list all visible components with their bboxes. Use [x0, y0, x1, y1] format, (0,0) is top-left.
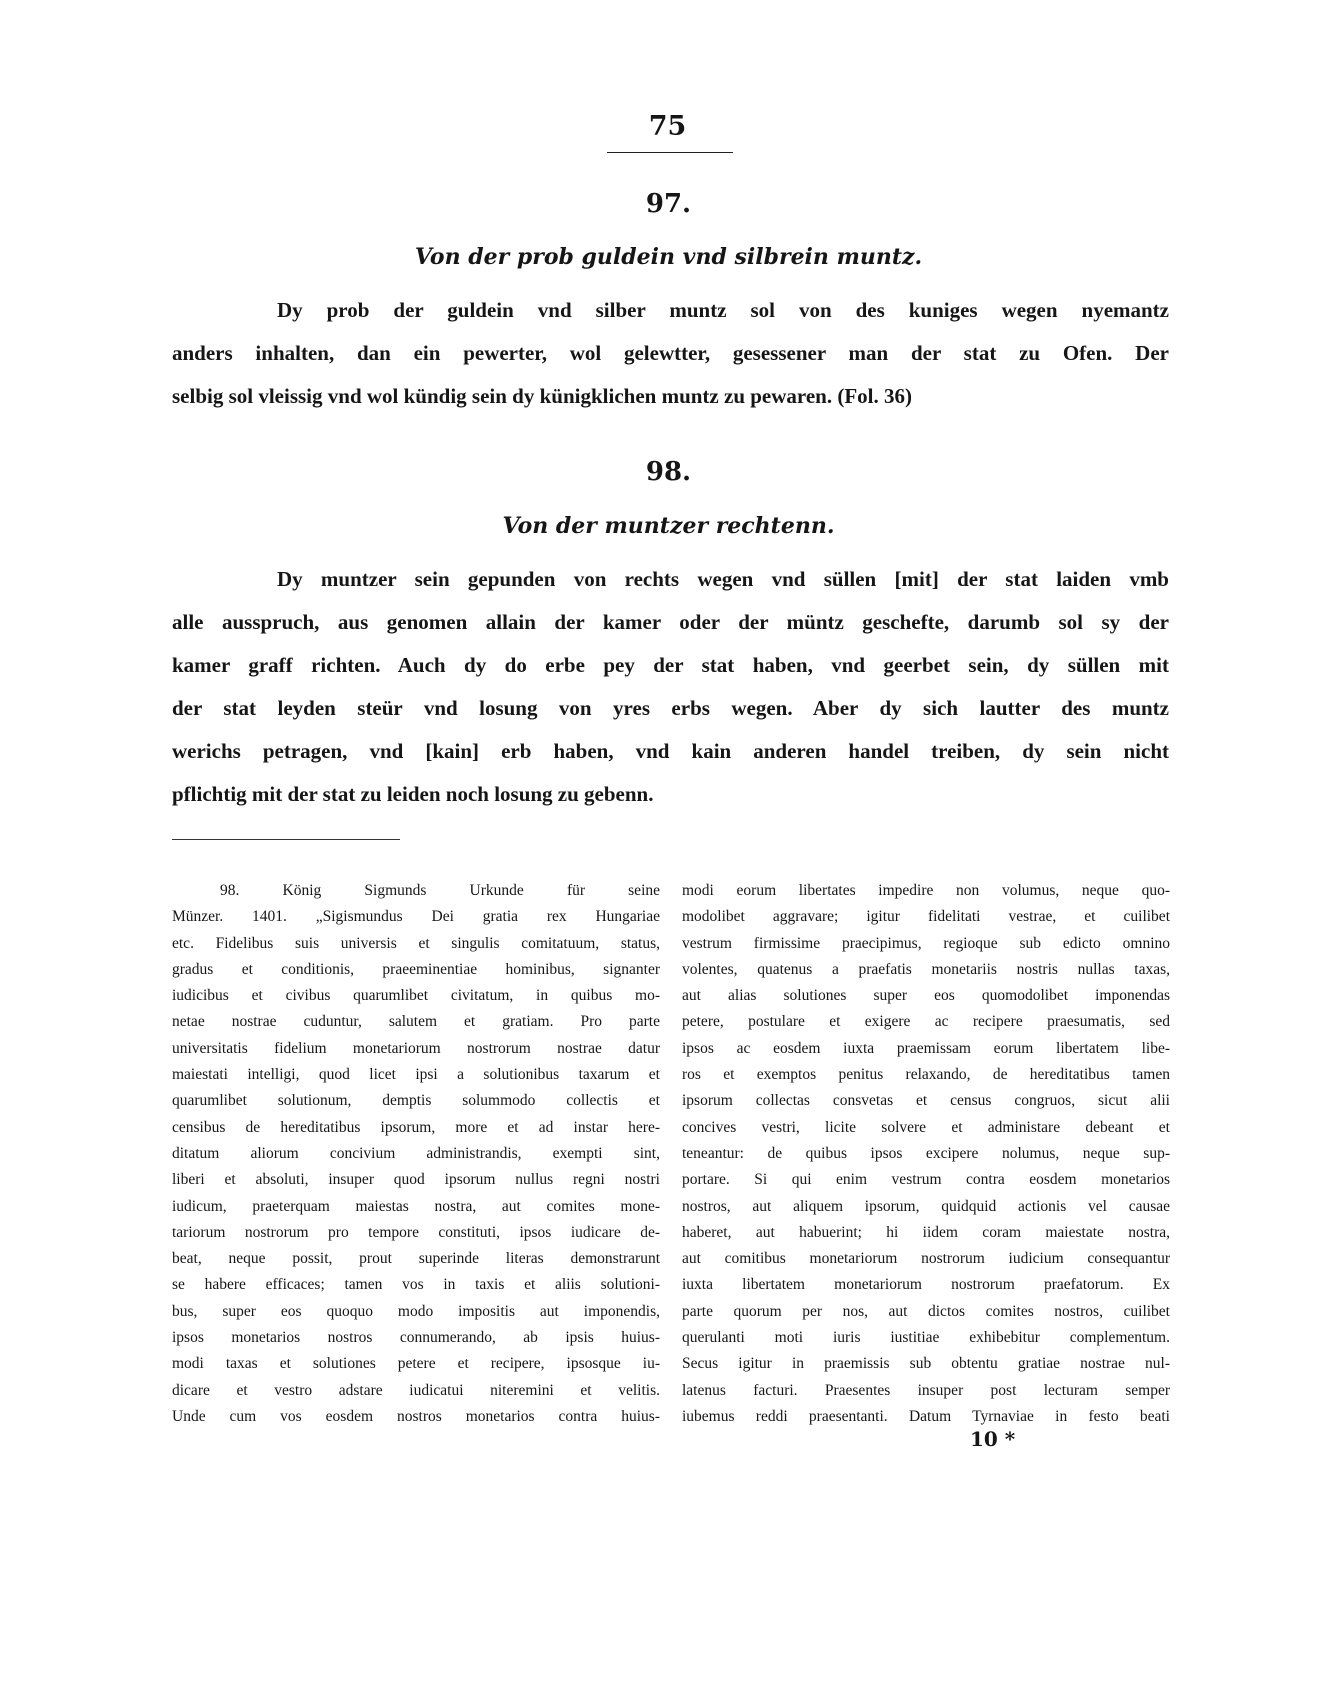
footnote-column-right: [682, 878, 1170, 1430]
section-number-97: 97.: [645, 189, 692, 219]
footnote-line: portare. Si qui enim vestrum contra eosdem monetarios: [682, 1171, 1170, 1189]
text-line: anders inhalten, dan ein pewerter, wol gelewtter, gesessener man der stat zu Ofen. Der: [172, 341, 1169, 365]
footnote-line: ros et exemptos penitus relaxando, de hereditatibus tamen: [682, 1066, 1170, 1084]
footnote-line: dicare et vestro adstare iudicatui niteremini et velitis.: [172, 1381, 660, 1399]
section-title-97: Von der prob guldein vnd silbrein muntz.: [414, 244, 923, 270]
footnote-line: netae nostrae cuduntur, salutem et gratiam. Pro parte: [172, 1013, 660, 1031]
footnote-line: tariorum nostrorum pro tempore constituti, ipsos iudicare de-: [172, 1223, 660, 1241]
footnote-line: iuxta libertatem monetariorum nostrorum praefatorum. Ex: [682, 1276, 1170, 1294]
page-number-rule: [607, 152, 733, 153]
footnote-line: se habere efficaces; tamen vos in taxis et aliis solutioni-: [172, 1276, 660, 1294]
text-line: pflichtig mit der stat zu leiden noch losung zu gebenn.: [172, 782, 654, 806]
section-title-98: Von der muntzer rechtenn.: [502, 513, 835, 539]
section-body-98: [172, 558, 1169, 816]
text-line: werichs petragen, vnd [kain] erb haben, vnd kain anderen handel treiben, dy sein nicht: [172, 739, 1169, 763]
footnote-line: ipsorum collectas consvetas et census congruos, sicut alii: [682, 1092, 1170, 1110]
footnote-line: Secus igitur in praemissis sub obtentu gratiae nostrae nul-: [682, 1355, 1170, 1373]
footnote-line: parte quorum per nos, aut dictos comites nostros, cuilibet: [682, 1302, 1170, 1320]
footnote-line: quarumlibet solutionum, demptis solummodo collectis et: [172, 1092, 660, 1110]
footnote-line: censibus de hereditatibus ipsorum, more et ad instar here-: [172, 1118, 660, 1136]
footnote-line: nostros, aut aliquem ipsorum, quidquid actionis vel causae: [682, 1197, 1170, 1215]
footnote-line: ditatum aliorum concivium administrandis, exempti sint,: [172, 1144, 660, 1162]
footnote-line: teneantur: de quibus ipsos excipere nolumus, neque sup-: [682, 1144, 1170, 1162]
footnote-line: gradus et conditionis, praeeminentiae hominibus, signanter: [172, 960, 660, 978]
footnote-line: aut comitibus monetariorum nostrorum iudicium consequantur: [682, 1250, 1170, 1268]
footnote-column-left: [172, 878, 660, 1430]
footnote-line: latenus facturi. Praesentes insuper post lecturam semper: [682, 1381, 1170, 1399]
footnote-line: vestrum firmissime praecipimus, regioque sub edicto omnino: [682, 934, 1170, 952]
text-line: der stat leyden steür vnd losung von yres erbs wegen. Aber dy sich lautter des muntz: [172, 696, 1169, 720]
text-line: Dy muntzer sein gepunden von rechts wegen vnd süllen [mit] der stat laiden vmb: [277, 567, 1169, 591]
signature-mark: 10 *: [970, 1427, 1016, 1451]
footnote-line: etc. Fidelibus suis universis et singulis comitatuum, status,: [172, 934, 660, 952]
footnote-line: concives vestri, licite solvere et administare debeant et: [682, 1118, 1170, 1136]
footnote-line: haberet, aut habuerint; hi iidem coram maiestate nostra,: [682, 1223, 1170, 1241]
section-body-97: [172, 289, 1169, 418]
footnote-line: maiestati intelligi, quod licet ipsi a solutionibus taxarum et: [172, 1066, 660, 1084]
footnote-line: Unde cum vos eosdem nostros monetarios contra huius-: [172, 1407, 660, 1425]
footnote-line: querulanti moti iuris iustitiae exhibebitur complementum.: [682, 1329, 1170, 1347]
footnote-line: 98. König Sigmunds Urkunde für seine: [220, 882, 660, 899]
footnote-line: liberi et absoluti, insuper quod ipsorum nullus regni nostri: [172, 1171, 660, 1189]
section-number-98: 98.: [645, 457, 692, 487]
text-line: selbig sol vleissig vnd wol kündig sein dy künigklichen muntz zu pewaren. (Fol. 36): [172, 384, 913, 408]
footnote-line: modi taxas et solutiones petere et recipere, ipsosque iu-: [172, 1355, 660, 1373]
footnote-line: ipsos monetarios nostros connumerando, ab ipsis huius-: [172, 1329, 660, 1347]
text-line: alle ausspruch, aus genomen allain der kamer oder der müntz geschefte, darumb sol sy der: [172, 610, 1169, 634]
footnote-line: iudicum, praeterquam maiestas nostra, aut comites mone-: [172, 1197, 660, 1215]
footnote-line: modolibet aggravare; igitur fidelitati vestrae, et cuilibet: [682, 908, 1170, 926]
text-line: kamer graff richten. Auch dy do erbe pey der stat haben, vnd geerbet sein, dy süllen mit: [172, 653, 1169, 677]
footnote-separator: [172, 839, 400, 840]
footnote-line: iubemus reddi praesentanti. Datum Tyrnaviae in festo beati: [682, 1407, 1170, 1425]
footnote-line: petere, postulare et exigere ac recipere praesumatis, sed: [682, 1013, 1170, 1031]
page-number: 75: [648, 111, 687, 142]
footnote-line: universitatis fidelium monetariorum nostrorum nostrae datur: [172, 1039, 660, 1057]
text-line: Dy prob der guldein vnd silber muntz sol von des kuniges wegen nyemantz: [277, 298, 1169, 322]
footnote-line: Münzer. 1401. „Sigismundus Dei gratia rex Hungariae: [172, 908, 660, 926]
footnote-line: iudicibus et civibus quarumlibet civitatum, in quibus mo-: [172, 987, 660, 1005]
footnote-line: ipsos ac eosdem iuxta praemissam eorum libertatem libe-: [682, 1039, 1170, 1057]
footnote-line: modi eorum libertates impedire non volumus, neque quo-: [682, 882, 1170, 899]
footnote-line: beat, neque possit, prout superinde literas demonstrarunt: [172, 1250, 660, 1268]
footnote-line: aut alias solutiones super eos quomodolibet imponendas: [682, 987, 1170, 1005]
footnote-line: bus, super eos quoquo modo impositis aut imponendis,: [172, 1302, 660, 1320]
footnote-line: volentes, quatenus a praefatis monetariis nostris nullas taxas,: [682, 960, 1170, 978]
